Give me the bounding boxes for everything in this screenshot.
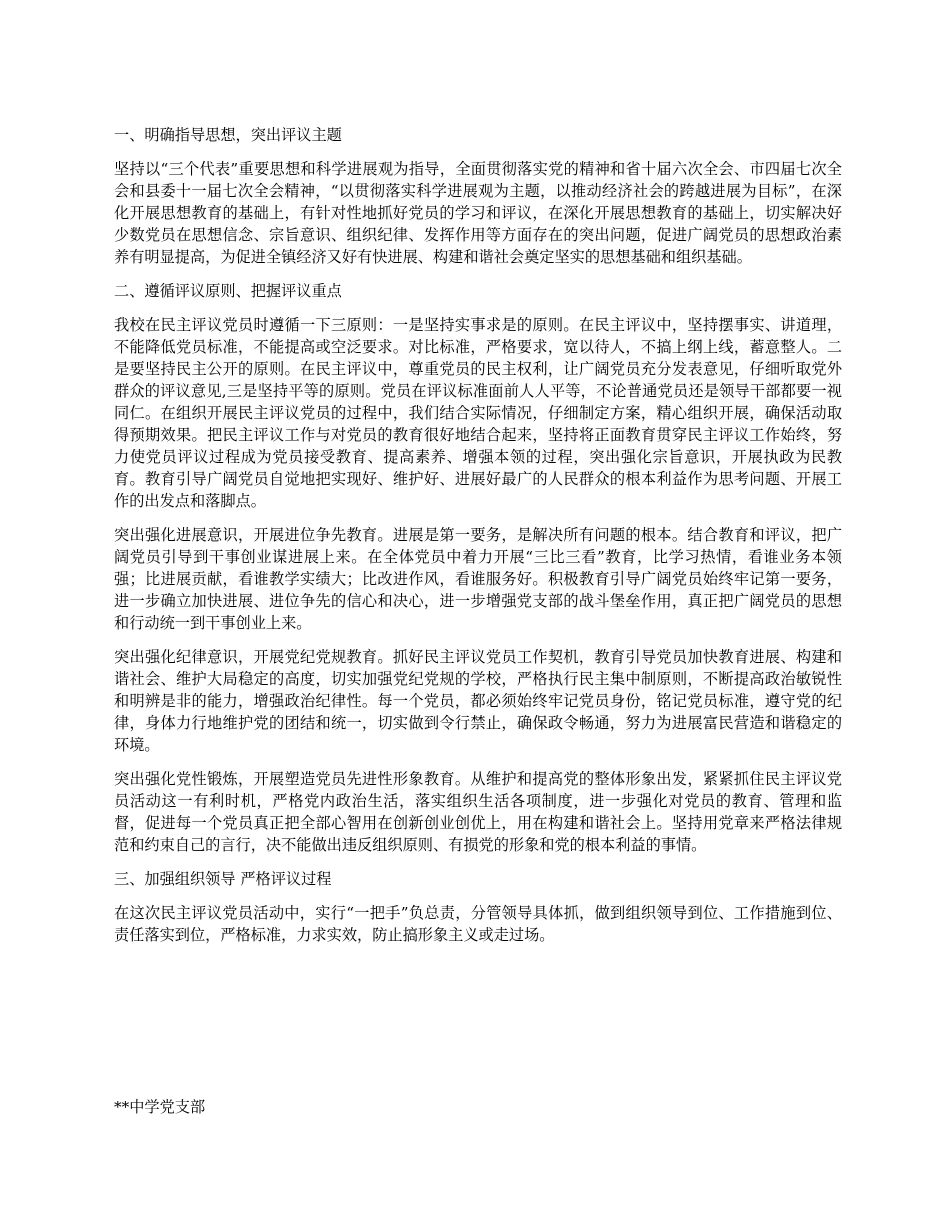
section-3 [114, 868, 842, 946]
paragraph: 在这次民主评议党员活动中，实行“一把手”负总责，分管领导具体抓，做到组织领导到位、工作措施到位、责任落实到位，严格标准，力求实效，防止搞形象主义或走过场。 [114, 904, 842, 944]
paragraph: 突出强化纪律意识，开展党纪党规教育。抓好民主评议党员工作契机，教育引导党员加快教育进展、构建和谐社会、维护大局稳定的高度，切实加强党纪党规的学校，严格执行民主集中制原则，不断提高政治敏锐性和明辨是非的能力，增强政治纪律性。每一个党员，都必须始终牢记党员身份，铭记党员标准，遵守党的纪律，身体力行地维护党的团结和统一，切实做到令行禁止，确保政令畅通，努力为进展富民营造和谐稳定的环境。 [114, 648, 842, 754]
signature: **中学党支部 [114, 1098, 206, 1116]
section-2 [114, 280, 842, 856]
paragraph: 我校在民主评议党员时遵循一下三原则：一是坚持实事求是的原则。在民主评议中，坚持摆事实、讲道理，不能降低党员标准，不能提高或空泛要求。对比标准，严格要求，宽以待人，不搞上纲上线，蓄意整人。二是要坚持民主公开的原则。在民主评议中，尊重党员的民主权利，让广阔党员充分发表意见，仔细听取党外群众的评议意见,三是坚持平等的原则。党员在评议标准面前人人平等，不论普通党员还是领导干部都要一视同仁。在组织开展民主评议党员的过程中，我们结合实际情况，仔细制定方案，精心组织开展，确保活动取得预期效果。把民主评议工作与对党员的教育很好地结合起来，坚持将正面教育贯穿民主评议工作始终，努力使党员评议过程成为党员接受教育、提高素养、增强本领的过程，突出强化宗旨意识，开展执政为民教育。教育引导广阔党员自觉地把实现好、维护好、进展好最广的人民群众的根本利益作为思考问题、开展工作的出发点和落脚点。 [114, 316, 842, 510]
section-heading: 三、加强组织领导 严格评议过程 [114, 870, 332, 888]
paragraph: 坚持以“三个代表”重要思想和科学进展观为指导，全面贯彻落实党的精神和省十届六次全会、市四届七次全会和县委十一届七次全会精神，“以贯彻落实科学进展观为主题，以推动经济社会的跨越进展为目标”，在深化开展思想教育的基础上，有针对性地抓好党员的学习和评议，在深化开展思想教育的基础上，切实解决好少数党员在思想信念、宗旨意识、组织纪律、发挥作用等方面存在的突出问题，促进广阔党员的思想政治素养有明显提高，为促进全镇经济又好有快进展、构建和谐社会奠定坚实的思想基础和组织基础。 [114, 160, 842, 266]
document-body [114, 124, 842, 958]
section-1 [114, 124, 842, 268]
paragraph: 突出强化进展意识，开展进位争先教育。进展是第一要务，是解决所有问题的根本。结合教育和评议，把广阔党员引导到干事创业谋进展上来。在全体党员中着力开展“三比三看”教育，比学习热情，看谁业务本领强；比进展贡献，看谁教学实绩大；比改进作风，看谁服务好。积极教育引导广阔党员始终牢记第一要务，进一步确立加快进展、进位争先的信心和决心，进一步增强党支部的战斗堡垒作用，真正把广阔党员的思想和行动统一到干事创业上来。 [114, 526, 842, 632]
section-heading: 二、遵循评议原则、把握评议重点 [114, 282, 342, 300]
paragraph: 突出强化党性锻炼，开展塑造党员先进性形象教育。从维护和提高党的整体形象出发，紧紧抓住民主评议党员活动这一有利时机，严格党内政治生活，落实组织生活各项制度，进一步强化对党员的教育、管理和监督，促进每一个党员真正把全部心智用在创新创业创优上，用在构建和谐社会上。坚持用党章来严格法律规范和约束自己的言行，决不能做出违反组织原则、有损党的形象和党的根本利益的事情。 [114, 770, 842, 854]
section-heading: 一、明确指导思想，突出评议主题 [114, 126, 342, 144]
